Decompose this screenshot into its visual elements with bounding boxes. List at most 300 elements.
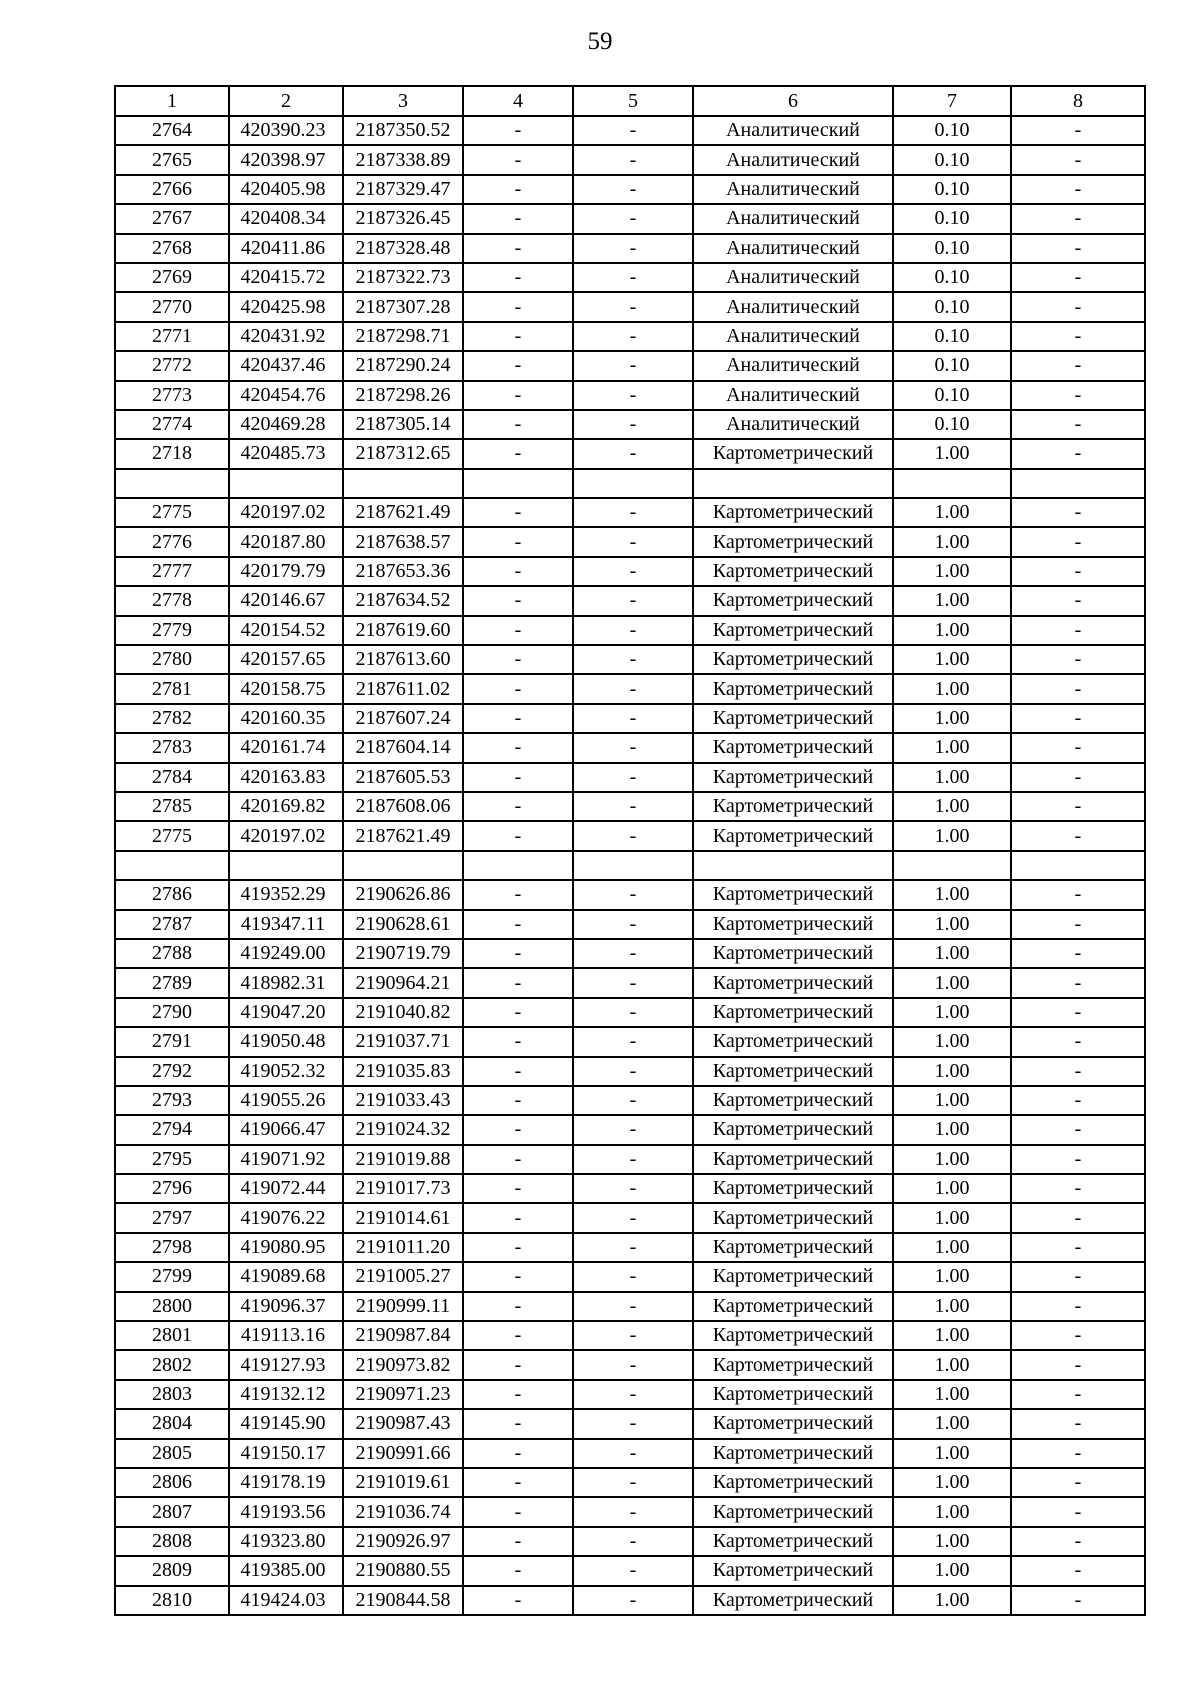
col4-cell: - <box>463 939 573 968</box>
point-number-cell: 2790 <box>115 998 229 1027</box>
col8-cell: - <box>1011 145 1145 174</box>
y-coordinate-cell: 2187621.49 <box>343 498 463 527</box>
table-row <box>115 1468 1145 1497</box>
y-coordinate-cell: 2187619.60 <box>343 616 463 645</box>
coordinates-table <box>114 85 1146 1616</box>
col5-cell: - <box>573 821 693 850</box>
col8-cell: - <box>1011 1527 1145 1556</box>
method-cell: Картометрический <box>693 1409 893 1438</box>
col4-cell <box>463 851 573 880</box>
point-number-cell: 2794 <box>115 1115 229 1144</box>
table-row <box>115 322 1145 351</box>
col4-cell: - <box>463 145 573 174</box>
method-cell: Картометрический <box>693 763 893 792</box>
point-number-cell: 2779 <box>115 616 229 645</box>
table-row <box>115 1321 1145 1350</box>
point-number-cell: 2771 <box>115 322 229 351</box>
accuracy-cell: 0.10 <box>893 145 1011 174</box>
table-row <box>115 704 1145 733</box>
y-coordinate-cell: 2190844.58 <box>343 1586 463 1615</box>
col4-cell: - <box>463 1350 573 1379</box>
col5-cell: - <box>573 645 693 674</box>
point-number-cell: 2789 <box>115 968 229 997</box>
x-coordinate-cell: 419055.26 <box>229 1086 343 1115</box>
col5-cell: - <box>573 263 693 292</box>
accuracy-cell: 1.00 <box>893 1439 1011 1468</box>
method-cell: Аналитический <box>693 204 893 233</box>
col8-cell <box>1011 851 1145 880</box>
point-number-cell: 2796 <box>115 1174 229 1203</box>
table-row <box>115 1203 1145 1232</box>
table-row <box>115 1057 1145 1086</box>
y-coordinate-cell: 2191024.32 <box>343 1115 463 1144</box>
y-coordinate-cell: 2187613.60 <box>343 645 463 674</box>
col5-cell: - <box>573 1350 693 1379</box>
point-number-cell: 2777 <box>115 557 229 586</box>
col5-cell: - <box>573 880 693 909</box>
table-row <box>115 616 1145 645</box>
col5-cell: - <box>573 204 693 233</box>
col4-cell: - <box>463 1057 573 1086</box>
y-coordinate-cell: 2187605.53 <box>343 763 463 792</box>
x-coordinate-cell: 420408.34 <box>229 204 343 233</box>
method-cell: Картометрический <box>693 616 893 645</box>
col8-cell: - <box>1011 1292 1145 1321</box>
column-header: 5 <box>573 86 693 116</box>
method-cell: Картометрический <box>693 1321 893 1350</box>
x-coordinate-cell: 419385.00 <box>229 1556 343 1585</box>
point-number-cell: 2784 <box>115 763 229 792</box>
col8-cell: - <box>1011 616 1145 645</box>
table-row <box>115 939 1145 968</box>
method-cell: Картометрический <box>693 998 893 1027</box>
col4-cell: - <box>463 674 573 703</box>
point-number-cell: 2807 <box>115 1497 229 1526</box>
table-row <box>115 381 1145 410</box>
accuracy-cell: 1.00 <box>893 1057 1011 1086</box>
y-coordinate-cell: 2187298.26 <box>343 381 463 410</box>
x-coordinate-cell: 420161.74 <box>229 733 343 762</box>
y-coordinate-cell: 2187634.52 <box>343 586 463 615</box>
x-coordinate-cell: 420197.02 <box>229 821 343 850</box>
accuracy-cell: 1.00 <box>893 1086 1011 1115</box>
col4-cell: - <box>463 498 573 527</box>
column-header: 3 <box>343 86 463 116</box>
col5-cell: - <box>573 733 693 762</box>
method-cell: Картометрический <box>693 1556 893 1585</box>
point-number-cell: 2766 <box>115 175 229 204</box>
col5-cell: - <box>573 498 693 527</box>
col5-cell: - <box>573 1115 693 1144</box>
col5-cell <box>573 469 693 498</box>
col4-cell: - <box>463 733 573 762</box>
col4-cell: - <box>463 1556 573 1585</box>
point-number-cell: 2767 <box>115 204 229 233</box>
col8-cell: - <box>1011 1174 1145 1203</box>
point-number-cell: 2792 <box>115 1057 229 1086</box>
point-number-cell: 2786 <box>115 880 229 909</box>
col5-cell: - <box>573 1586 693 1615</box>
accuracy-cell: 1.00 <box>893 1233 1011 1262</box>
table-row <box>115 1145 1145 1174</box>
table-row <box>115 1292 1145 1321</box>
point-number-cell: 2785 <box>115 792 229 821</box>
column-header: 2 <box>229 86 343 116</box>
x-coordinate-cell: 420485.73 <box>229 439 343 468</box>
col8-cell: - <box>1011 792 1145 821</box>
col4-cell: - <box>463 381 573 410</box>
y-coordinate-cell: 2187290.24 <box>343 351 463 380</box>
col5-cell: - <box>573 234 693 263</box>
table-row <box>115 234 1145 263</box>
accuracy-cell: 1.00 <box>893 939 1011 968</box>
col5-cell: - <box>573 351 693 380</box>
y-coordinate-cell: 2191014.61 <box>343 1203 463 1232</box>
col4-cell: - <box>463 1233 573 1262</box>
column-header: 1 <box>115 86 229 116</box>
y-coordinate-cell: 2187305.14 <box>343 410 463 439</box>
table-row <box>115 733 1145 762</box>
col5-cell: - <box>573 410 693 439</box>
point-number-cell: 2802 <box>115 1350 229 1379</box>
method-cell: Картометрический <box>693 1174 893 1203</box>
col4-cell: - <box>463 439 573 468</box>
table-row <box>115 204 1145 233</box>
col5-cell: - <box>573 763 693 792</box>
col5-cell: - <box>573 792 693 821</box>
col5-cell: - <box>573 704 693 733</box>
x-coordinate-cell: 420163.83 <box>229 763 343 792</box>
table-row <box>115 527 1145 556</box>
col8-cell: - <box>1011 1586 1145 1615</box>
col4-cell: - <box>463 1292 573 1321</box>
col8-cell: - <box>1011 175 1145 204</box>
x-coordinate-cell: 419050.48 <box>229 1027 343 1056</box>
col8-cell: - <box>1011 234 1145 263</box>
table-row <box>115 1556 1145 1585</box>
method-cell <box>693 469 893 498</box>
accuracy-cell: 0.10 <box>893 292 1011 321</box>
col4-cell: - <box>463 263 573 292</box>
x-coordinate-cell: 420425.98 <box>229 292 343 321</box>
col4-cell: - <box>463 1409 573 1438</box>
col8-cell: - <box>1011 939 1145 968</box>
accuracy-cell: 1.00 <box>893 1145 1011 1174</box>
x-coordinate-cell: 420154.52 <box>229 616 343 645</box>
col5-cell: - <box>573 557 693 586</box>
col4-cell: - <box>463 116 573 145</box>
col8-cell: - <box>1011 381 1145 410</box>
table-row <box>115 439 1145 468</box>
method-cell: Картометрический <box>693 1497 893 1526</box>
col8-cell: - <box>1011 1321 1145 1350</box>
point-number-cell: 2793 <box>115 1086 229 1115</box>
point-number-cell: 2783 <box>115 733 229 762</box>
col4-cell: - <box>463 645 573 674</box>
point-number-cell: 2768 <box>115 234 229 263</box>
table-row <box>115 1086 1145 1115</box>
method-cell: Картометрический <box>693 1292 893 1321</box>
point-number-cell: 2774 <box>115 410 229 439</box>
y-coordinate-cell <box>343 851 463 880</box>
point-number-cell: 2782 <box>115 704 229 733</box>
y-coordinate-cell: 2190973.82 <box>343 1350 463 1379</box>
col4-cell: - <box>463 234 573 263</box>
x-coordinate-cell: 419080.95 <box>229 1233 343 1262</box>
col5-cell: - <box>573 1380 693 1409</box>
column-header: 8 <box>1011 86 1145 116</box>
accuracy-cell: 1.00 <box>893 704 1011 733</box>
point-number-cell: 2770 <box>115 292 229 321</box>
col8-cell: - <box>1011 322 1145 351</box>
point-number-cell: 2788 <box>115 939 229 968</box>
x-coordinate-cell: 419132.12 <box>229 1380 343 1409</box>
col4-cell: - <box>463 1086 573 1115</box>
accuracy-cell: 0.10 <box>893 263 1011 292</box>
col5-cell: - <box>573 439 693 468</box>
col5-cell: - <box>573 1439 693 1468</box>
accuracy-cell: 1.00 <box>893 733 1011 762</box>
y-coordinate-cell: 2187326.45 <box>343 204 463 233</box>
accuracy-cell: 1.00 <box>893 792 1011 821</box>
y-coordinate-cell: 2190999.11 <box>343 1292 463 1321</box>
col8-cell: - <box>1011 1409 1145 1438</box>
col5-cell: - <box>573 910 693 939</box>
y-coordinate-cell: 2190719.79 <box>343 939 463 968</box>
y-coordinate-cell: 2190987.84 <box>343 1321 463 1350</box>
col8-cell: - <box>1011 1350 1145 1379</box>
x-coordinate-cell: 419352.29 <box>229 880 343 909</box>
page-number: 59 <box>587 28 613 55</box>
y-coordinate-cell: 2190628.61 <box>343 910 463 939</box>
point-number-cell <box>115 851 229 880</box>
point-number-cell: 2787 <box>115 910 229 939</box>
accuracy-cell: 1.00 <box>893 674 1011 703</box>
point-number-cell: 2778 <box>115 586 229 615</box>
col8-cell: - <box>1011 527 1145 556</box>
method-cell: Аналитический <box>693 351 893 380</box>
col8-cell <box>1011 469 1145 498</box>
x-coordinate-cell: 419347.11 <box>229 910 343 939</box>
x-coordinate-cell <box>229 851 343 880</box>
table-row <box>115 557 1145 586</box>
x-coordinate-cell: 420169.82 <box>229 792 343 821</box>
method-cell: Картометрический <box>693 1057 893 1086</box>
accuracy-cell: 1.00 <box>893 1350 1011 1379</box>
y-coordinate-cell: 2187307.28 <box>343 292 463 321</box>
point-number-cell: 2773 <box>115 381 229 410</box>
point-number-cell: 2804 <box>115 1409 229 1438</box>
accuracy-cell: 1.00 <box>893 1203 1011 1232</box>
method-cell: Картометрический <box>693 1350 893 1379</box>
x-coordinate-cell: 419193.56 <box>229 1497 343 1526</box>
y-coordinate-cell: 2190987.43 <box>343 1409 463 1438</box>
col8-cell: - <box>1011 292 1145 321</box>
col8-cell: - <box>1011 763 1145 792</box>
point-number-cell: 2801 <box>115 1321 229 1350</box>
col8-cell: - <box>1011 1115 1145 1144</box>
col4-cell: - <box>463 557 573 586</box>
table-row <box>115 175 1145 204</box>
table-row <box>115 763 1145 792</box>
method-cell: Картометрический <box>693 1027 893 1056</box>
x-coordinate-cell: 420187.80 <box>229 527 343 556</box>
col5-cell: - <box>573 1497 693 1526</box>
col4-cell: - <box>463 1380 573 1409</box>
col8-cell: - <box>1011 1468 1145 1497</box>
col5-cell: - <box>573 1203 693 1232</box>
accuracy-cell: 1.00 <box>893 1115 1011 1144</box>
table-row <box>115 880 1145 909</box>
col8-cell: - <box>1011 645 1145 674</box>
col8-cell: - <box>1011 1145 1145 1174</box>
point-number-cell: 2769 <box>115 263 229 292</box>
y-coordinate-cell: 2191017.73 <box>343 1174 463 1203</box>
col8-cell: - <box>1011 1233 1145 1262</box>
x-coordinate-cell: 420454.76 <box>229 381 343 410</box>
table-row <box>115 1350 1145 1379</box>
col8-cell: - <box>1011 1556 1145 1585</box>
x-coordinate-cell: 419076.22 <box>229 1203 343 1232</box>
col4-cell: - <box>463 763 573 792</box>
table-row <box>115 1380 1145 1409</box>
x-coordinate-cell: 420411.86 <box>229 234 343 263</box>
x-coordinate-cell: 419150.17 <box>229 1439 343 1468</box>
col5-cell: - <box>573 1556 693 1585</box>
method-cell: Аналитический <box>693 116 893 145</box>
accuracy-cell: 1.00 <box>893 586 1011 615</box>
table-row <box>115 469 1145 498</box>
x-coordinate-cell: 419178.19 <box>229 1468 343 1497</box>
y-coordinate-cell: 2191033.43 <box>343 1086 463 1115</box>
col4-cell: - <box>463 1468 573 1497</box>
x-coordinate-cell: 420179.79 <box>229 557 343 586</box>
accuracy-cell: 1.00 <box>893 1380 1011 1409</box>
method-cell: Картометрический <box>693 821 893 850</box>
col8-cell: - <box>1011 439 1145 468</box>
point-number-cell: 2718 <box>115 439 229 468</box>
point-number-cell: 2772 <box>115 351 229 380</box>
col5-cell: - <box>573 175 693 204</box>
col4-cell: - <box>463 586 573 615</box>
x-coordinate-cell: 420415.72 <box>229 263 343 292</box>
x-coordinate-cell: 419113.16 <box>229 1321 343 1350</box>
point-number-cell: 2799 <box>115 1262 229 1291</box>
col5-cell: - <box>573 616 693 645</box>
col4-cell: - <box>463 1497 573 1526</box>
col8-cell: - <box>1011 204 1145 233</box>
col4-cell <box>463 469 573 498</box>
col8-cell: - <box>1011 733 1145 762</box>
point-number-cell: 2805 <box>115 1439 229 1468</box>
column-header: 6 <box>693 86 893 116</box>
col5-cell: - <box>573 1468 693 1497</box>
col8-cell: - <box>1011 1262 1145 1291</box>
col8-cell: - <box>1011 1203 1145 1232</box>
col5-cell: - <box>573 1233 693 1262</box>
x-coordinate-cell: 420160.35 <box>229 704 343 733</box>
table-row <box>115 968 1145 997</box>
col5-cell: - <box>573 586 693 615</box>
accuracy-cell: 0.10 <box>893 116 1011 145</box>
accuracy-cell: 0.10 <box>893 351 1011 380</box>
accuracy-cell: 0.10 <box>893 234 1011 263</box>
method-cell: Картометрический <box>693 1262 893 1291</box>
col5-cell: - <box>573 527 693 556</box>
method-cell: Картометрический <box>693 439 893 468</box>
col5-cell <box>573 851 693 880</box>
col5-cell: - <box>573 381 693 410</box>
method-cell: Картометрический <box>693 1586 893 1615</box>
method-cell: Аналитический <box>693 381 893 410</box>
accuracy-cell: 1.00 <box>893 880 1011 909</box>
table-row <box>115 1027 1145 1056</box>
accuracy-cell: 1.00 <box>893 763 1011 792</box>
accuracy-cell: 1.00 <box>893 527 1011 556</box>
y-coordinate-cell: 2191035.83 <box>343 1057 463 1086</box>
col4-cell: - <box>463 322 573 351</box>
x-coordinate-cell <box>229 469 343 498</box>
x-coordinate-cell: 420146.67 <box>229 586 343 615</box>
table-row <box>115 674 1145 703</box>
col5-cell: - <box>573 968 693 997</box>
table-row <box>115 645 1145 674</box>
point-number-cell: 2780 <box>115 645 229 674</box>
table-row <box>115 1115 1145 1144</box>
col8-cell: - <box>1011 1057 1145 1086</box>
col4-cell: - <box>463 1027 573 1056</box>
y-coordinate-cell: 2191037.71 <box>343 1027 463 1056</box>
col4-cell: - <box>463 1145 573 1174</box>
point-number-cell: 2797 <box>115 1203 229 1232</box>
col8-cell: - <box>1011 968 1145 997</box>
method-cell: Картометрический <box>693 968 893 997</box>
col4-cell: - <box>463 1439 573 1468</box>
accuracy-cell: 1.00 <box>893 1586 1011 1615</box>
col4-cell: - <box>463 175 573 204</box>
method-cell: Картометрический <box>693 880 893 909</box>
y-coordinate-cell: 2190626.86 <box>343 880 463 909</box>
col4-cell: - <box>463 1115 573 1144</box>
method-cell: Аналитический <box>693 145 893 174</box>
y-coordinate-cell: 2191011.20 <box>343 1233 463 1262</box>
accuracy-cell <box>893 851 1011 880</box>
accuracy-cell: 1.00 <box>893 498 1011 527</box>
table-body <box>115 116 1145 1615</box>
table-row <box>115 1174 1145 1203</box>
method-cell: Картометрический <box>693 1145 893 1174</box>
x-coordinate-cell: 420158.75 <box>229 674 343 703</box>
y-coordinate-cell: 2190880.55 <box>343 1556 463 1585</box>
x-coordinate-cell: 419047.20 <box>229 998 343 1027</box>
method-cell: Аналитический <box>693 410 893 439</box>
table-row <box>115 263 1145 292</box>
col8-cell: - <box>1011 674 1145 703</box>
table-row <box>115 1262 1145 1291</box>
method-cell: Аналитический <box>693 263 893 292</box>
y-coordinate-cell: 2187607.24 <box>343 704 463 733</box>
col5-cell: - <box>573 1409 693 1438</box>
method-cell: Картометрический <box>693 1439 893 1468</box>
table-row <box>115 792 1145 821</box>
col5-cell: - <box>573 292 693 321</box>
method-cell: Аналитический <box>693 322 893 351</box>
method-cell: Картометрический <box>693 527 893 556</box>
table-row <box>115 292 1145 321</box>
accuracy-cell: 1.00 <box>893 910 1011 939</box>
col4-cell: - <box>463 1321 573 1350</box>
method-cell: Картометрический <box>693 910 893 939</box>
